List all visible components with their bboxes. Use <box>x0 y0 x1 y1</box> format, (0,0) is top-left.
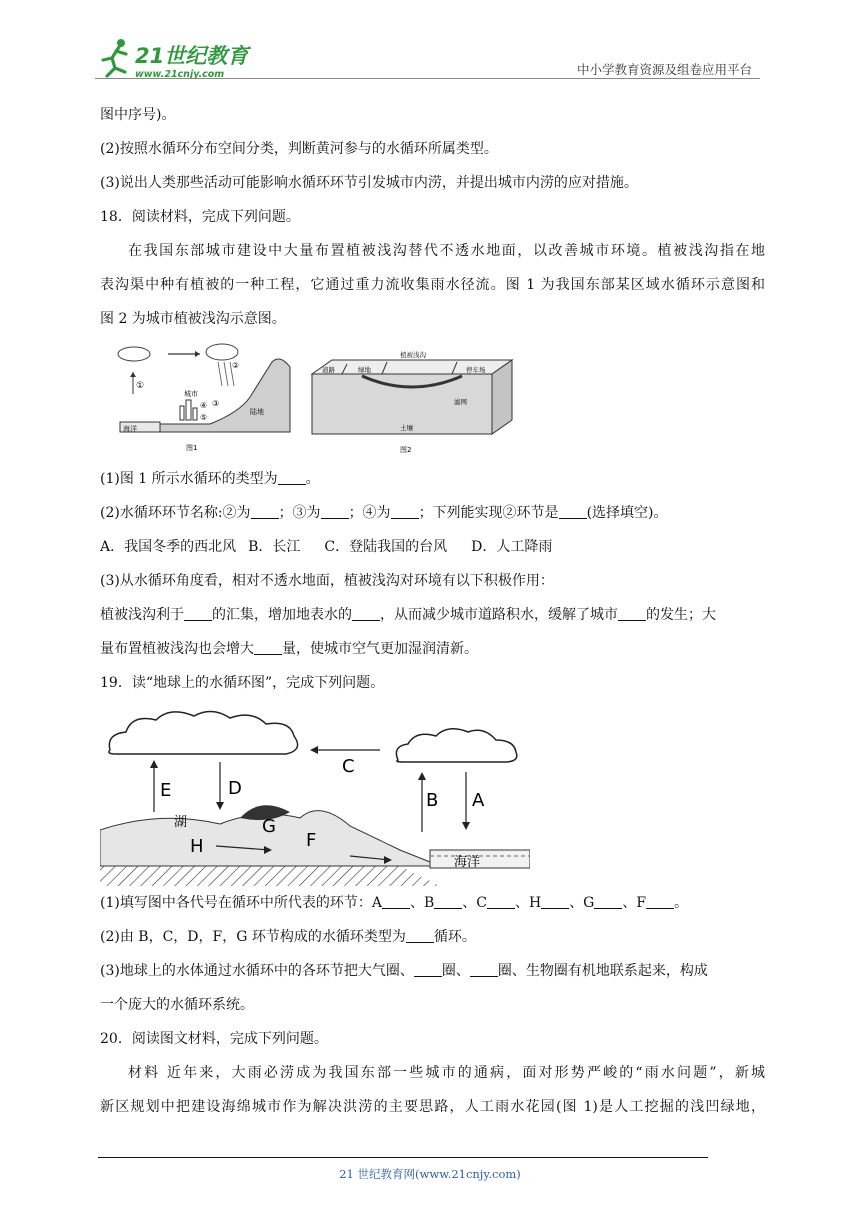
q17-sub3: (3)说出人类那些活动可能影响水循环环节引发城市内涝，并提出城市内涝的应对措施。 <box>100 175 638 191</box>
fig1-land-label: 陆地 <box>250 408 264 416</box>
answer-blank <box>414 962 442 977</box>
q19-sub1-f: 、F <box>622 895 647 911</box>
q18-sub3-text3: ，从而减少城市道路积水，缓解了城市 <box>380 607 618 623</box>
q19-sub2-text: (2)由 B，C，D，F，G 环节构成的水循环类型为 <box>100 929 406 945</box>
svg-text:www.21cnjy.com: www.21cnjy.com <box>135 69 225 80</box>
fig2-swale-label: 植被浅沟 <box>400 351 426 359</box>
fig1-label-4: ④ <box>200 401 208 410</box>
fig2-parking-label: 停车场 <box>466 366 486 374</box>
vegetation-swale-figure2 <box>312 350 512 454</box>
q19-sub3-cont: 一个庞大的水循环系统。 <box>100 997 254 1013</box>
q19-sub2 <box>100 920 765 954</box>
site-logo <box>95 36 260 80</box>
q18-sub2-text2: ；③为 <box>278 505 321 521</box>
fig1-label-2: ② <box>232 361 240 370</box>
answer-blank <box>646 894 674 909</box>
fig1-label-1: ① <box>136 381 145 391</box>
answer-blank <box>559 504 587 519</box>
q18-sub2-text5: (选择填空)。 <box>586 505 668 521</box>
q18-options <box>100 530 765 564</box>
answer-blank <box>406 928 434 943</box>
fig1-label-3: ③ <box>212 399 220 408</box>
label-c: C <box>342 756 355 777</box>
answer-blank <box>382 894 410 909</box>
q19-sub3-text: (3)地球上的水体通过水循环中的各环节把大气圈、 <box>100 963 414 979</box>
fig1-city-label: 城市 <box>184 390 198 398</box>
ocean-label: 海洋 <box>454 855 481 870</box>
label-e: E <box>160 780 172 801</box>
label-h: H <box>190 836 204 857</box>
q19-sub1 <box>100 886 765 920</box>
fig1-ocean-label: 海洋 <box>123 425 137 433</box>
q18-sub2-text: (2)水循环环节名称:②为 <box>100 505 251 521</box>
answer-blank <box>487 894 515 909</box>
water-cycle-figure1 <box>118 344 290 452</box>
q18-sub3-line1 <box>100 598 765 632</box>
q18-sub3-line2 <box>100 632 765 666</box>
q18-sub2-text3: ；④为 <box>348 505 391 521</box>
footer-divider <box>98 1157 708 1158</box>
fig2-filter-label: 滤网 <box>454 398 467 406</box>
label-a: A <box>472 790 485 811</box>
fig2-caption: 图2 <box>400 446 412 454</box>
q19-sub1-h: 、H <box>514 895 542 911</box>
q17-sub2: (2)按照水循环分布空间分类，判断黄河参与的水循环所属类型。 <box>100 141 498 157</box>
water-cycle-diagram <box>100 700 530 886</box>
label-g: G <box>262 816 276 837</box>
option-b: B．长江 <box>248 539 301 555</box>
q19-sub2-end: 循环。 <box>433 929 476 945</box>
q20-material-line2: 新区规划中把建设海绵城市作为解决洪涝的主要思路，人工雨水花园(图 1)是人工挖掘的浅凹绿地， <box>100 1099 765 1115</box>
q19-sub1-end: 。 <box>674 895 689 911</box>
option-a: A．我国冬季的西北风 <box>100 539 237 555</box>
platform-name: 中小学教育资源及组卷应用平台 <box>576 62 752 77</box>
answer-blank <box>541 894 569 909</box>
q19-sub3 <box>100 954 765 988</box>
q19-sub1-g: 、G <box>569 895 595 911</box>
fig2-road-label: 道路 <box>322 366 335 374</box>
option-c: C．登陆我国的台风 <box>324 539 448 555</box>
q18-figure-svg <box>100 342 520 460</box>
q18-material-line1: 在我国东部城市建设中大量布置植被浅沟替代不透水地面，以改善城市环境。植被浅沟指在地 <box>128 243 765 259</box>
q19-figure <box>100 700 765 886</box>
label-f: F <box>306 830 317 851</box>
answer-blank <box>278 470 306 485</box>
q18-sub3: (3)从水循环角度看，相对不透水地面，植被浅沟对环境有以下积极作用： <box>100 573 554 589</box>
answer-blank <box>352 606 380 621</box>
fig1-label-5: ⑤ <box>200 413 208 422</box>
q19-sub1-text: (1)填写图中各代号在循环中所代表的环节：A <box>100 895 382 911</box>
page-header <box>95 30 760 82</box>
answer-blank <box>254 640 282 655</box>
q20-material-line1: 材料 近年来，大雨必涝成为我国东部一些城市的通病，面对形势严峻的“雨水问题”，新城 <box>128 1065 765 1081</box>
answer-blank <box>594 894 622 909</box>
q18-sub3-text6: 量，使城市空气更加湿润清新。 <box>282 641 478 657</box>
q18-sub3-text5: 量布置植被浅沟也会增大 <box>100 641 254 657</box>
q18-material-line3: 图 2 为城市植被浅沟示意图。 <box>100 311 286 327</box>
q18-sub3-text1: 植被浅沟利于 <box>100 607 184 623</box>
q18-sub2-text4: ；下列能实现②环节是 <box>418 505 559 521</box>
q20-heading: 20．阅读图文材料，完成下列问题。 <box>100 1031 328 1047</box>
label-d: D <box>228 778 242 799</box>
q18-sub1 <box>100 462 765 496</box>
answer-blank <box>184 606 212 621</box>
header-divider <box>95 78 760 79</box>
q19-sub1-c: 、C <box>462 895 487 911</box>
fig1-caption: 图1 <box>186 444 198 452</box>
lake-label: 湖 <box>174 815 188 830</box>
page-footer: 21 世纪教育网(www.21cnjy.com) <box>339 1167 521 1181</box>
q18-sub2 <box>100 496 765 530</box>
option-d: D．人工降雨 <box>471 539 553 555</box>
answer-blank <box>391 504 419 519</box>
cloud-icon <box>118 344 238 361</box>
label-b: B <box>426 790 439 811</box>
q19-sub3-text2: 圈、 <box>441 963 470 979</box>
q18-heading: 18．阅读材料，完成下列问题。 <box>100 209 300 225</box>
fig2-green-label: 绿地 <box>358 366 371 374</box>
q19-heading: 19．读“地球上的水循环图”，完成下列问题。 <box>100 675 385 691</box>
q19-sub3-text3: 圈、生物圈有机地联系起来，构成 <box>497 963 708 979</box>
q18-sub3-text2: 的汇集，增加地表水的 <box>212 607 352 623</box>
q18-sub3-text4: 的发生；大 <box>646 607 716 623</box>
q18-sub1-end: 。 <box>305 471 320 487</box>
q18-material-line2: 表沟渠中种有植被的一种工程，它通过重力流收集雨水径流。图 1 为我国东部某区域水循环示意图和 <box>100 277 765 293</box>
answer-blank <box>470 962 498 977</box>
svg-text:21世纪教育: 21世纪教育 <box>135 44 249 68</box>
runner-icon <box>103 39 126 76</box>
cloud-icon <box>109 711 517 762</box>
q18-figures <box>100 342 765 462</box>
answer-blank <box>321 504 349 519</box>
q18-sub1-text: (1)图 1 所示水循环的类型为 <box>100 471 278 487</box>
fig2-soil-label: 土壤 <box>400 424 413 432</box>
answer-blank <box>618 606 646 621</box>
answer-blank <box>251 504 279 519</box>
page-content <box>100 98 765 1124</box>
answer-blank <box>434 894 462 909</box>
q19-sub1-b: 、B <box>409 895 435 911</box>
q17-continuation: 图中序号)。 <box>100 107 176 123</box>
